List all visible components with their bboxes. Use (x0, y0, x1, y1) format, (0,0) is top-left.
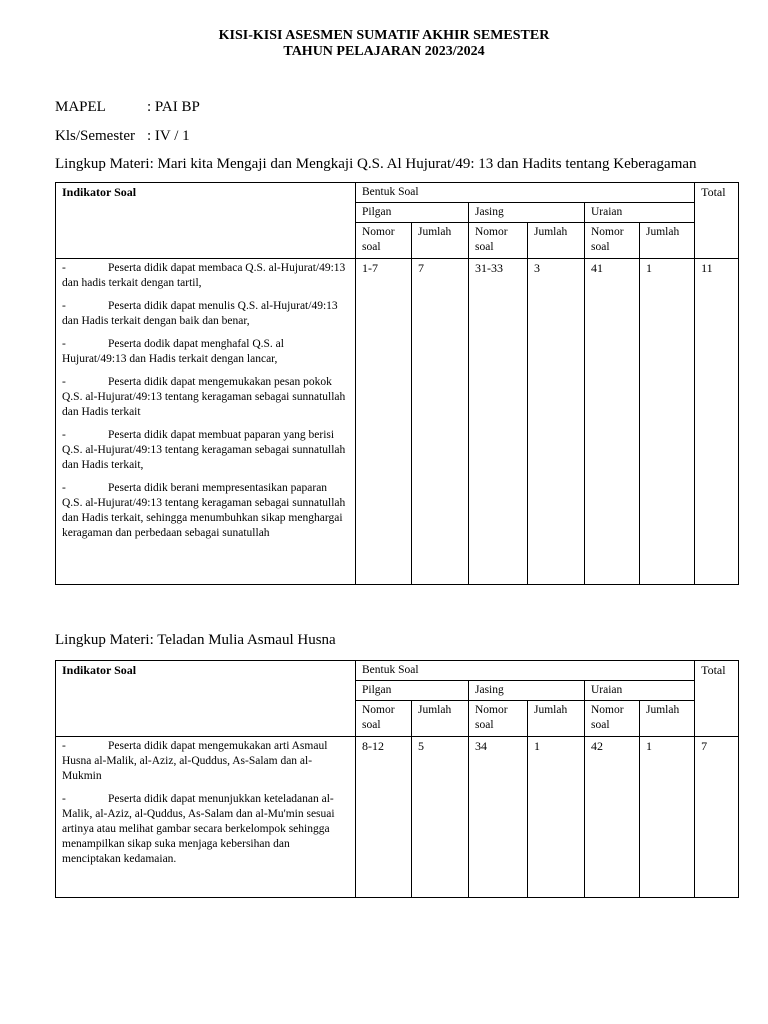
bentuk-soal-header: Bentuk Soal (356, 183, 695, 203)
nomor-soal-header: Nomor soal (585, 223, 640, 259)
jumlah-header: Jumlah (412, 701, 469, 737)
total-header: Total (695, 661, 739, 737)
jumlah-header: Jumlah (640, 223, 695, 259)
total-header: Total (695, 183, 739, 259)
jasing-header: Jasing (469, 681, 585, 701)
nomor-soal-header: Nomor soal (585, 701, 640, 737)
pilgan-header: Pilgan (356, 203, 469, 223)
nomor-soal-header: Nomor soal (356, 701, 412, 737)
uraian-nomor: 41 (585, 259, 640, 585)
jasing-nomor: 31-33 (469, 259, 528, 585)
jumlah-header: Jumlah (528, 223, 585, 259)
uraian-header: Uraian (585, 203, 695, 223)
indikator-cell (56, 737, 356, 898)
pilgan-nomor: 1-7 (356, 259, 412, 585)
indikator-cell (56, 259, 356, 585)
indikator-item: - Peserta dodik dapat menghafal Q.S. al Hujurat/49:13 dan Hadis terkait dengan lancar, (62, 338, 284, 365)
jasing-jumlah: 1 (528, 737, 585, 898)
lingkup-materi-2: Lingkup Materi: Teladan Mulia Asmaul Husna (55, 632, 336, 648)
jumlah-header: Jumlah (528, 701, 585, 737)
jasing-header: Jasing (469, 203, 585, 223)
document-subtitle: TAHUN PELAJARAN 2023/2024 (283, 44, 485, 59)
uraian-nomor: 42 (585, 737, 640, 898)
indikator-header: Indikator Soal (56, 183, 356, 259)
kls-value: : IV / 1 (147, 128, 190, 144)
kisi-table-2 (55, 660, 739, 898)
kls-line (55, 127, 190, 145)
mapel-label: MAPEL (55, 99, 106, 115)
document-title: KISI-KISI ASESMEN SUMATIF AKHIR SEMESTER (218, 28, 550, 43)
indikator-item: - Peserta didik dapat membuat paparan yang berisi Q.S. al-Hujurat/49:13 tentang keragaman sebagai sunnatullah dan Hadis terkait, (62, 429, 346, 471)
indikator-item: - Peserta didik dapat menulis Q.S. al-Hujurat/49:13 dan Hadis terkait dengan baik dan benar, (62, 300, 338, 327)
total-value: 11 (695, 259, 739, 585)
uraian-jumlah: 1 (640, 259, 695, 585)
table-row (56, 259, 739, 585)
pilgan-jumlah: 7 (412, 259, 469, 585)
indikator-item: - Peserta didik dapat mengemukakan pesan pokok Q.S. al-Hujurat/49:13 tentang keragaman sebagai sunnatullah dan Hadis terkait (62, 376, 346, 418)
uraian-jumlah: 1 (640, 737, 695, 898)
table-row (56, 737, 739, 898)
mapel-line (55, 98, 200, 116)
nomor-soal-header: Nomor soal (469, 223, 528, 259)
lingkup-materi-1: Lingkup Materi: Mari kita Mengaji dan Mengkaji Q.S. Al Hujurat/49: 13 dan Hadits tentang Keberagaman (55, 156, 697, 172)
pilgan-jumlah: 5 (412, 737, 469, 898)
kls-label: Kls/Semester (55, 128, 135, 144)
jasing-nomor: 34 (469, 737, 528, 898)
jumlah-header: Jumlah (640, 701, 695, 737)
nomor-soal-header: Nomor soal (469, 701, 528, 737)
pilgan-nomor: 8-12 (356, 737, 412, 898)
uraian-header: Uraian (585, 681, 695, 701)
indikator-header: Indikator Soal (56, 661, 356, 737)
kisi-table-1 (55, 182, 739, 585)
mapel-value: : PAI BP (147, 99, 200, 115)
indikator-item: - Peserta didik dapat mengemukakan arti Asmaul Husna al-Malik, al-Aziz, al-Quddus, As-Salam dan al-Mukmin (62, 740, 328, 782)
total-value: 7 (695, 737, 739, 898)
indikator-item: - Peserta didik dapat membaca Q.S. al-Hujurat/49:13 dan hadis terkait dengan tartil, (62, 262, 346, 289)
nomor-soal-header: Nomor soal (356, 223, 412, 259)
jasing-jumlah: 3 (528, 259, 585, 585)
jumlah-header: Jumlah (412, 223, 469, 259)
pilgan-header: Pilgan (356, 681, 469, 701)
indikator-item: - Peserta didik berani mempresentasikan paparan Q.S. al-Hujurat/49:13 tentang keragaman sebagai sunnatullah dan Hadis terkait, sehingga menumbuhkan sikap menghargai keragaman dan perbedaan sebagai sunatullah (62, 482, 346, 539)
bentuk-soal-header: Bentuk Soal (356, 661, 695, 681)
indikator-item: - Peserta didik dapat menunjukkan keteladanan al-Malik, al-Aziz, al-Quddus, As-Salam dan al-Mu'min sesuai artinya atau melihat gambar secara berkelompok sehingga menampilkan sikap suka menjaga kebersihan dan menciptakan kedamaian. (62, 793, 335, 865)
